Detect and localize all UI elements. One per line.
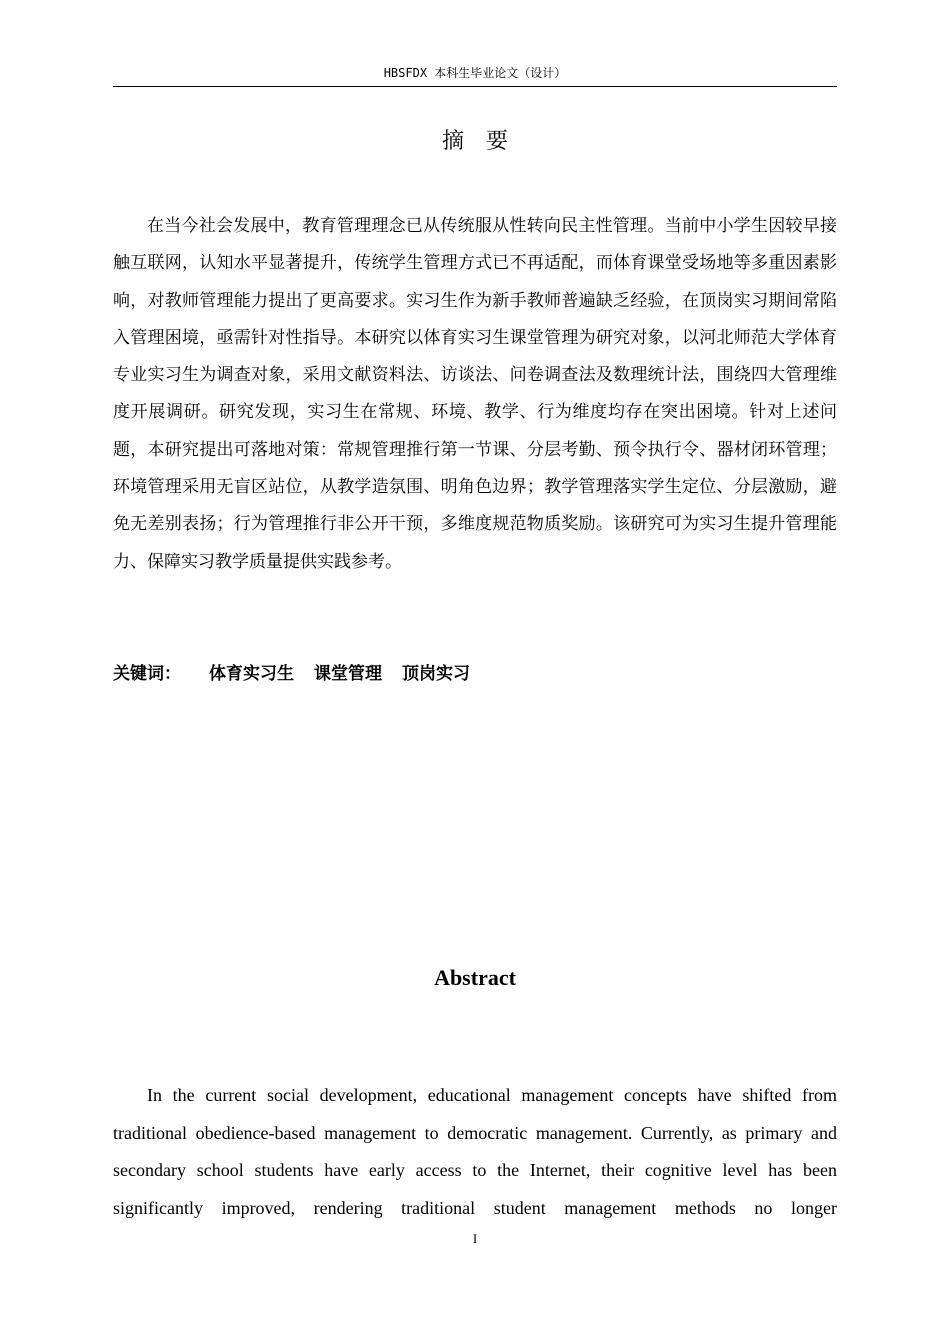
chinese-abstract-body: 在当今社会发展中，教育管理理念已从传统服从性转向民主性管理。当前中小学生因较早接触互联网，认知水平显著提升，传统学生管理方式已不再适配，而体育课堂受场地等多重因素影响，对教师管理能力提出了更高要求。实习生作为新手教师普遍缺乏经验，在顶岗实习期间常陷入管理困境，亟需针对性指导。本研究以体育实习生课堂管理为研究对象，以河北师范大学体育专业实习生为调查对象，采用文献资料法、访谈法、问卷调查法及数理统计法，围绕四大管理维度开展调研。研究发现，实习生在常规、环境、教学、行为维度均存在突出困境。针对上述问题，本研究提出可落地对策：常规管理推行第一节课、分层考勤、预令执行令、器材闭环管理；环境管理采用无盲区站位，从教学造氛围、明角色边界；教学管理落实学生定位、分层激励，避免无差别表扬；行为管理推行非公开干预，多维度规范物质奖励。该研究可为实习生提升管理能力、保障实习教学质量提供实践参考。 bbox=[113, 216, 837, 572]
page-number: I bbox=[472, 1231, 478, 1246]
keywords-line bbox=[113, 660, 490, 688]
english-abstract-body: In the current social development, educational management concepts have shifted from traditional obedience-based management to democratic management. Currently, as primary and secondary school students have early access to the Internet, their cognitive level has been significantly improved, rendering traditional student management methods no longer bbox=[113, 1085, 837, 1218]
keyword-item: 顶岗实习 bbox=[402, 664, 470, 684]
keyword-item: 体育实习生 bbox=[209, 664, 294, 684]
keywords-label: 关键词： bbox=[113, 664, 181, 684]
chinese-abstract-title: 摘要 bbox=[441, 129, 530, 154]
keyword-item: 课堂管理 bbox=[314, 664, 382, 684]
page-header: HBSFDX 本科生毕业论文（设计） bbox=[113, 64, 837, 87]
english-abstract-title: Abstract bbox=[434, 965, 516, 990]
